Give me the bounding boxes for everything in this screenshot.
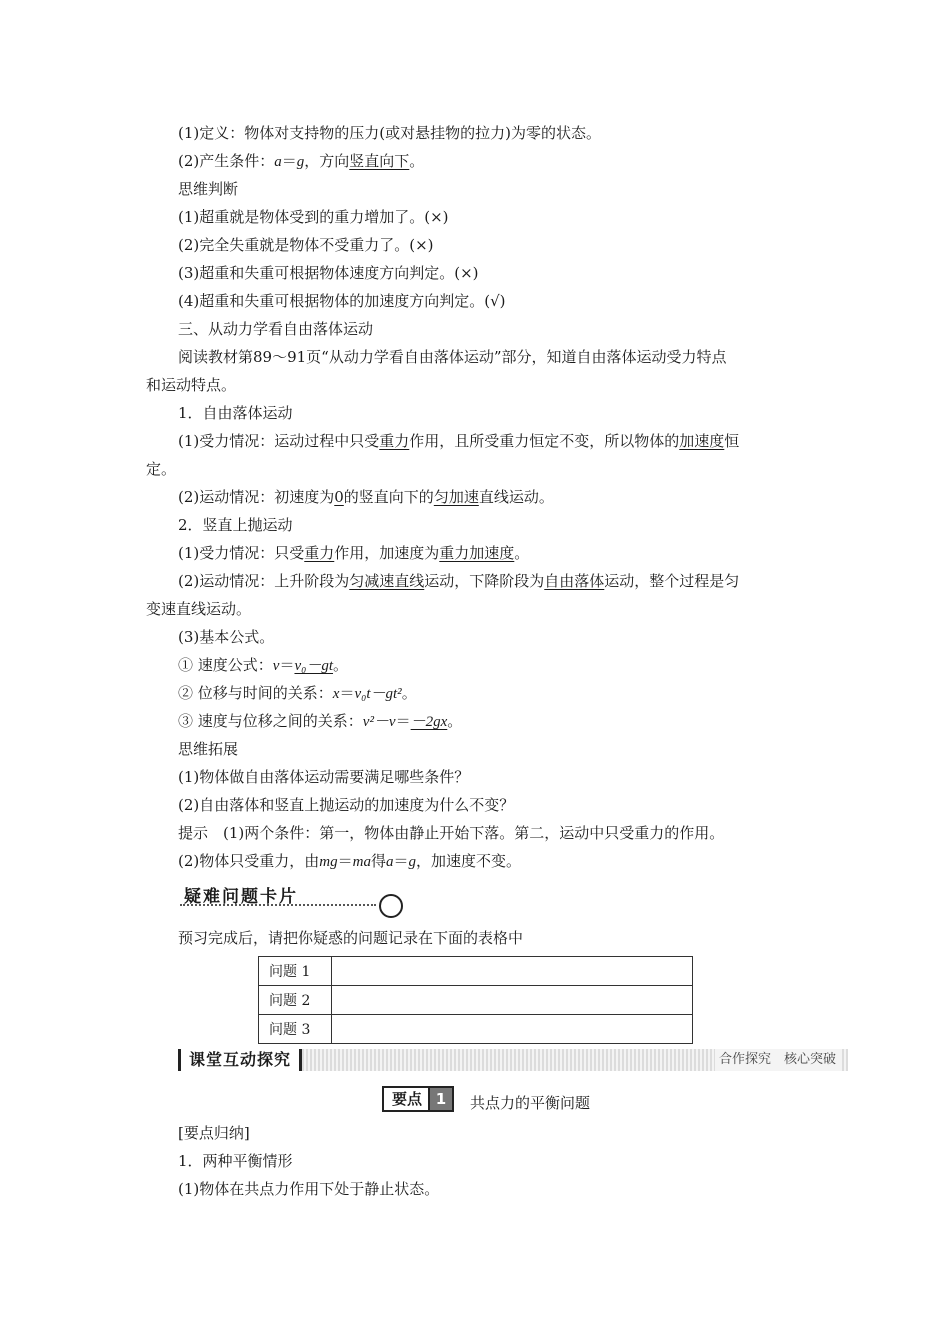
text: ① 速度公式：	[178, 656, 273, 674]
formula: ma	[352, 854, 371, 870]
hint-line: 提示 (1)两个条件：第一，物体由静止开始下落。第二，运动中只受重力的作用。	[178, 824, 725, 842]
row-label: 问题 2	[259, 986, 332, 1015]
text: 的竖直向下的	[343, 488, 434, 506]
condition-line	[178, 151, 424, 172]
doubt-card-heading	[178, 880, 408, 920]
answer-blank: 0	[334, 488, 344, 506]
question-line: (2)自由落体和竖直上抛运动的加速度为什么不变？	[178, 796, 515, 814]
answer-blank: 重力加速度	[439, 544, 515, 562]
answer-blank: 竖直向下	[349, 152, 410, 170]
text: 。	[409, 152, 425, 170]
formula: mg	[319, 854, 338, 870]
judgement-item: (3)超重和失重可根据物体速度方向判定。(×)	[178, 264, 479, 282]
text: 运动，下降阶段为	[424, 572, 545, 590]
text: ＝	[281, 152, 297, 170]
text: 。	[514, 544, 530, 562]
text: ③ 速度与位移之间的关系：	[178, 712, 363, 730]
var-g: g	[408, 854, 416, 870]
judgement-item: (2)完全失重就是物体不受重力了。(×)	[178, 236, 434, 254]
text: ＝	[395, 712, 411, 730]
text: 作用，加速度为	[334, 544, 440, 562]
section-heading: 三、从动力学看自由落体运动	[178, 320, 374, 338]
section-banner	[178, 1049, 848, 1071]
judgement-item: (1)超重就是物体受到的重力增加了。(×)	[178, 208, 449, 226]
text: ，加速度不变。	[415, 852, 521, 870]
text: (2)物体只受重力，由	[178, 852, 320, 870]
text: 运动，整个过程是匀	[604, 572, 740, 590]
hint-line	[178, 851, 521, 872]
answer-blank: 加速度	[679, 432, 725, 450]
heading-judgement: 思维判断	[178, 180, 239, 198]
var-x: x	[332, 686, 340, 702]
var-a: a	[274, 154, 282, 170]
banner-subtitle: 合作探究 核心突破	[715, 1049, 840, 1071]
judgement-item: (4)超重和失重可根据物体的加速度方向判定。(√)	[178, 292, 506, 310]
paragraph-line: 阅读教材第89～91页“从动力学看自由落体运动”部分，知道自由落体运动受力特点	[178, 348, 727, 366]
circle-icon	[379, 894, 403, 918]
text: 。	[447, 712, 463, 730]
paragraph-line	[178, 431, 739, 451]
text: ② 位移与时间的关系：	[178, 684, 333, 702]
answer-cell[interactable]	[332, 957, 693, 986]
text: 恒	[724, 432, 740, 450]
text: (2)运动情况：上升阶段为	[178, 572, 350, 590]
text: 作用，且所受重力恒定不变，所以物体的	[409, 432, 680, 450]
text: (1)受力情况：运动过程中只受	[178, 432, 380, 450]
doubt-card-title: 疑难问题卡片	[184, 887, 298, 907]
table-row	[259, 986, 693, 1015]
text: (2)运动情况：初速度为	[178, 488, 335, 506]
table-row	[259, 957, 693, 986]
paragraph-line: (1)物体在共点力作用下处于静止状态。	[178, 1180, 440, 1198]
answer-blank: v₀－gt	[294, 658, 334, 674]
subheading: 1．两种平衡情形	[178, 1152, 293, 1170]
paragraph-line: 和运动特点。	[146, 376, 237, 394]
var-g: g	[296, 154, 305, 170]
text: (2)产生条件：	[178, 152, 275, 170]
question-table	[258, 956, 693, 1044]
paragraph-line: 定。	[146, 460, 177, 478]
dotted-rule	[180, 904, 376, 906]
paragraph-line	[178, 487, 554, 507]
subheading: 2．竖直上抛运动	[178, 516, 293, 534]
answer-blank: 自由落体	[544, 572, 605, 590]
answer-blank: －2gx	[410, 714, 448, 730]
definition-line: (1)定义：物体对支持物的压力(或对悬挂物的拉力)为零的状态。	[178, 124, 601, 142]
formula-line	[178, 683, 417, 704]
row-label: 问题 3	[259, 1015, 332, 1044]
text: ＝	[337, 852, 353, 870]
text: 。	[333, 656, 349, 674]
var-a: a	[385, 854, 394, 870]
var-v: v	[272, 658, 280, 674]
text: (1)受力情况：只受	[178, 544, 305, 562]
text: ，方向	[304, 152, 350, 170]
answer-cell[interactable]	[332, 1015, 693, 1044]
text: ＝	[393, 852, 409, 870]
summary-heading: [要点归纳]	[178, 1124, 250, 1142]
text: ＝	[339, 684, 355, 702]
answer-blank: 重力	[379, 432, 410, 450]
text: 得	[370, 852, 386, 870]
answer-blank: 匀加速	[433, 488, 479, 506]
subheading: 1．自由落体运动	[178, 404, 293, 422]
paragraph-line	[178, 571, 739, 591]
formula: v₀t－gt²	[354, 686, 402, 702]
question-line: (1)物体做自由落体运动需要满足哪些条件？	[178, 768, 470, 786]
keypoint-label: 要点	[382, 1086, 432, 1112]
formula-line	[178, 655, 348, 676]
answer-blank: 重力	[304, 544, 335, 562]
paragraph-line: (3)基本公式。	[178, 628, 275, 646]
row-label: 问题 1	[259, 957, 332, 986]
text: 直线运动。	[478, 488, 554, 506]
text: 。	[401, 684, 417, 702]
doubt-card-intro: 预习完成后，请把你疑惑的问题记录在下面的表格中	[178, 929, 524, 947]
formula: v²－v	[362, 714, 396, 730]
keypoint-topic: 共点力的平衡问题	[470, 1094, 591, 1112]
paragraph-line: 变速直线运动。	[146, 600, 252, 618]
table-row	[259, 1015, 693, 1044]
answer-cell[interactable]	[332, 986, 693, 1015]
banner-title: 课堂互动探究	[178, 1049, 302, 1071]
heading-extension: 思维拓展	[178, 740, 239, 758]
answer-blank: 匀减速直线	[349, 572, 425, 590]
keypoint-number: 1	[428, 1086, 454, 1112]
paragraph-line	[178, 543, 529, 563]
text: ＝	[279, 656, 295, 674]
formula-line	[178, 711, 462, 732]
